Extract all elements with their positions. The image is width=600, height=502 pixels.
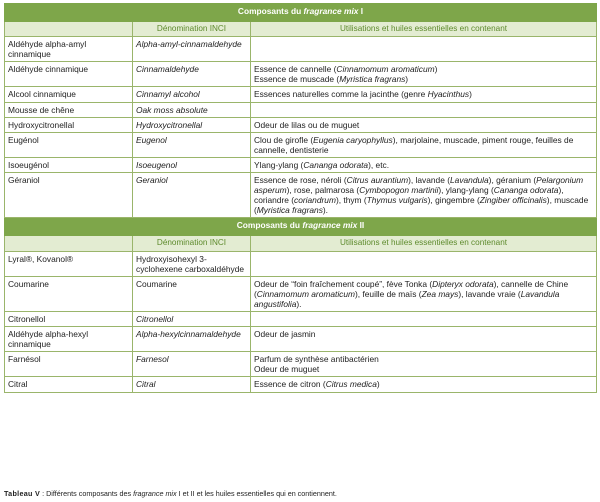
uses-text: ), marjolaine, muscade, piment rouge, feuilles de cannelle, dentisterie xyxy=(254,134,574,155)
inci-name-cell: Cinnamyl alcohol xyxy=(133,87,251,102)
uses-cell xyxy=(251,37,597,62)
species-name: Citrus medica xyxy=(325,379,377,390)
uses-text: Clou de girofle ( xyxy=(254,134,314,145)
uses-text: ), géranium ( xyxy=(488,175,537,186)
uses-text: ), thym ( xyxy=(335,195,367,206)
inci-name-cell: Eugenol xyxy=(133,132,251,157)
inci-name-cell: Hydroxyisohexyl 3-cyclohexene carboxaldéhyde xyxy=(133,251,251,276)
uses-cell xyxy=(251,117,597,132)
uses-cell xyxy=(251,311,597,326)
composants-table-container xyxy=(4,3,596,393)
species-name: Myristica fragrans xyxy=(339,74,406,85)
uses-line xyxy=(254,64,593,74)
table-row xyxy=(5,327,597,352)
column-header-row xyxy=(5,22,597,37)
inci-name-cell: Citral xyxy=(133,377,251,392)
column-header: Dénomination INCI xyxy=(133,22,251,37)
uses-text: ), ylang-ylang ( xyxy=(438,185,494,196)
section-title-prefix: Composants du xyxy=(237,6,304,16)
uses-text: Odeur de “foin fraîchement coupé”, fève Tonka ( xyxy=(254,278,433,289)
section-title-italic: fragrance mix xyxy=(302,220,358,231)
uses-text: ), muscade ( xyxy=(254,195,589,216)
species-name: Cananga odorata xyxy=(493,185,559,196)
uses-line xyxy=(254,354,593,364)
uses-text: Odeur de muguet xyxy=(254,364,320,375)
column-header xyxy=(5,236,133,251)
uses-text: Essence de citron ( xyxy=(254,379,326,390)
uses-cell xyxy=(251,173,597,218)
species-name: Myristica fragrans xyxy=(256,205,323,216)
table-row xyxy=(5,132,597,157)
species-name: coriandrum xyxy=(294,195,336,206)
species-name: Cinnamomum aromaticum xyxy=(256,288,355,299)
component-name-cell: Aldéhyde alpha-amyl cinnamique xyxy=(5,37,133,62)
inci-name-cell: Citronellol xyxy=(133,311,251,326)
section-title xyxy=(5,4,597,22)
species-name: Cananga odorata xyxy=(303,159,369,170)
uses-line xyxy=(254,135,593,155)
uses-cell xyxy=(251,157,597,172)
component-name-cell: Citral xyxy=(5,377,133,392)
species-name: Lavandula xyxy=(450,175,489,186)
table-row xyxy=(5,62,597,87)
table-row xyxy=(5,87,597,102)
table-row xyxy=(5,117,597,132)
uses-text: ), lavande vraie ( xyxy=(458,288,521,299)
column-header: Utilisations et huiles essentielles en contenant xyxy=(251,236,597,251)
uses-cell xyxy=(251,276,597,311)
uses-line xyxy=(254,160,593,170)
species-name: Pelargonium asperum xyxy=(254,175,584,196)
inci-name-cell: Oak moss absolute xyxy=(133,102,251,117)
uses-text: Odeur de jasmin xyxy=(254,329,316,340)
uses-text: ), rose, palmarosa ( xyxy=(286,185,360,196)
caption-text-2: I et II et les huiles essentielles qui en contiennent. xyxy=(176,489,337,498)
table-row xyxy=(5,276,597,311)
column-header-row xyxy=(5,236,597,251)
caption-italic: fragrance mix xyxy=(133,489,177,498)
uses-line xyxy=(254,89,593,99)
uses-text: ). xyxy=(296,298,302,309)
inci-name-cell: Farnesol xyxy=(133,352,251,377)
uses-cell xyxy=(251,352,597,377)
uses-cell xyxy=(251,102,597,117)
table-row xyxy=(5,157,597,172)
component-name-cell: Hydroxycitronellal xyxy=(5,117,133,132)
uses-line xyxy=(254,329,593,339)
section-title-suffix: II xyxy=(357,220,365,231)
component-name-cell: Citronellol xyxy=(5,311,133,326)
uses-text: ), gingembre ( xyxy=(427,195,480,206)
uses-text: ), lavande ( xyxy=(408,175,450,186)
component-name-cell: Aldéhyde cinnamique xyxy=(5,62,133,87)
uses-text: Odeur de lilas ou de muguet xyxy=(254,119,360,130)
component-name-cell: Mousse de chêne xyxy=(5,102,133,117)
component-name-cell: Isoeugénol xyxy=(5,157,133,172)
inci-name-cell: Hydroxycitronellal xyxy=(133,117,251,132)
uses-text: Essence de cannelle ( xyxy=(254,64,337,75)
component-name-cell: Lyral®, Kovanol® xyxy=(5,251,133,276)
uses-cell xyxy=(251,327,597,352)
uses-cell xyxy=(251,377,597,392)
component-name-cell: Géraniol xyxy=(5,173,133,218)
table-row xyxy=(5,352,597,377)
species-name: Dipteryx odorata xyxy=(432,278,494,289)
species-name: Zea mays xyxy=(421,288,459,299)
table-row xyxy=(5,173,597,218)
component-name-cell: Coumarine xyxy=(5,276,133,311)
uses-text: ) xyxy=(434,64,438,75)
species-name: Cinnamomum aromaticum xyxy=(336,64,435,75)
component-name-cell: Alcool cinnamique xyxy=(5,87,133,102)
table-row xyxy=(5,251,597,276)
uses-cell xyxy=(251,132,597,157)
uses-text: Essence de rose, néroli ( xyxy=(254,175,347,186)
component-name-cell: Farnésol xyxy=(5,352,133,377)
uses-line xyxy=(254,175,593,215)
uses-text: ), etc. xyxy=(368,159,390,170)
species-name: Thymus vulgaris xyxy=(366,195,428,206)
column-header: Utilisations et huiles essentielles en contenant xyxy=(251,22,597,37)
uses-line xyxy=(254,364,593,374)
uses-line xyxy=(254,279,593,309)
section-title xyxy=(5,218,597,236)
species-name: Hyacinthus xyxy=(427,89,470,100)
column-header: Dénomination INCI xyxy=(133,236,251,251)
uses-text: ), coriandre ( xyxy=(254,185,564,206)
inci-name-cell: Alpha-hexylcinnamaldehyde xyxy=(133,327,251,352)
species-name: Cymbopogon martinii xyxy=(359,185,439,196)
inci-name-cell: Cinnamaldehyde xyxy=(133,62,251,87)
uses-cell xyxy=(251,87,597,102)
section-title-row xyxy=(5,218,597,236)
uses-text: Ylang-ylang ( xyxy=(254,159,304,170)
uses-line xyxy=(254,379,593,389)
inci-name-cell: Coumarine xyxy=(133,276,251,311)
species-name: Zingiber officinalis xyxy=(479,195,547,206)
caption-label: Tableau V xyxy=(4,489,41,498)
uses-text: Essence de muscade ( xyxy=(254,74,340,85)
uses-text: ), feuille de maïs ( xyxy=(355,288,422,299)
caption-text-1: : Différents composants des xyxy=(40,489,134,498)
species-name: Eugenia caryophyllus xyxy=(313,134,393,145)
species-name: Citrus aurantium xyxy=(346,175,409,186)
inci-name-cell: Alpha-amyl-cinnamaldehyde xyxy=(133,37,251,62)
composants-table xyxy=(4,3,597,393)
column-header xyxy=(5,22,133,37)
section-title-prefix: Composants du xyxy=(236,220,303,231)
table-row xyxy=(5,311,597,326)
table-row xyxy=(5,37,597,62)
section-title-suffix: I xyxy=(358,6,364,16)
section-title-row xyxy=(5,4,597,22)
uses-cell xyxy=(251,62,597,87)
uses-line xyxy=(254,74,593,84)
inci-name-cell: Isoeugenol xyxy=(133,157,251,172)
species-name: Lavandula angustifolia xyxy=(254,288,560,309)
uses-text: ) xyxy=(469,89,472,100)
uses-line xyxy=(254,120,593,130)
uses-cell xyxy=(251,251,597,276)
component-name-cell: Aldéhyde alpha-hexyl cinnamique xyxy=(5,327,133,352)
uses-text: Essences naturelles comme la jacinthe (genre xyxy=(254,89,428,100)
section-title-italic: fragrance mix xyxy=(303,6,359,16)
uses-text: ) xyxy=(376,379,380,390)
table-row xyxy=(5,377,597,392)
uses-text: Parfum de synthèse antibactérien xyxy=(254,354,379,365)
inci-name-cell: Geraniol xyxy=(133,173,251,218)
uses-text: ) xyxy=(405,74,409,85)
uses-text: ), cannelle de Chine ( xyxy=(254,278,569,299)
uses-text: ). xyxy=(322,205,329,216)
table-caption xyxy=(4,489,337,498)
component-name-cell: Eugénol xyxy=(5,132,133,157)
table-row xyxy=(5,102,597,117)
